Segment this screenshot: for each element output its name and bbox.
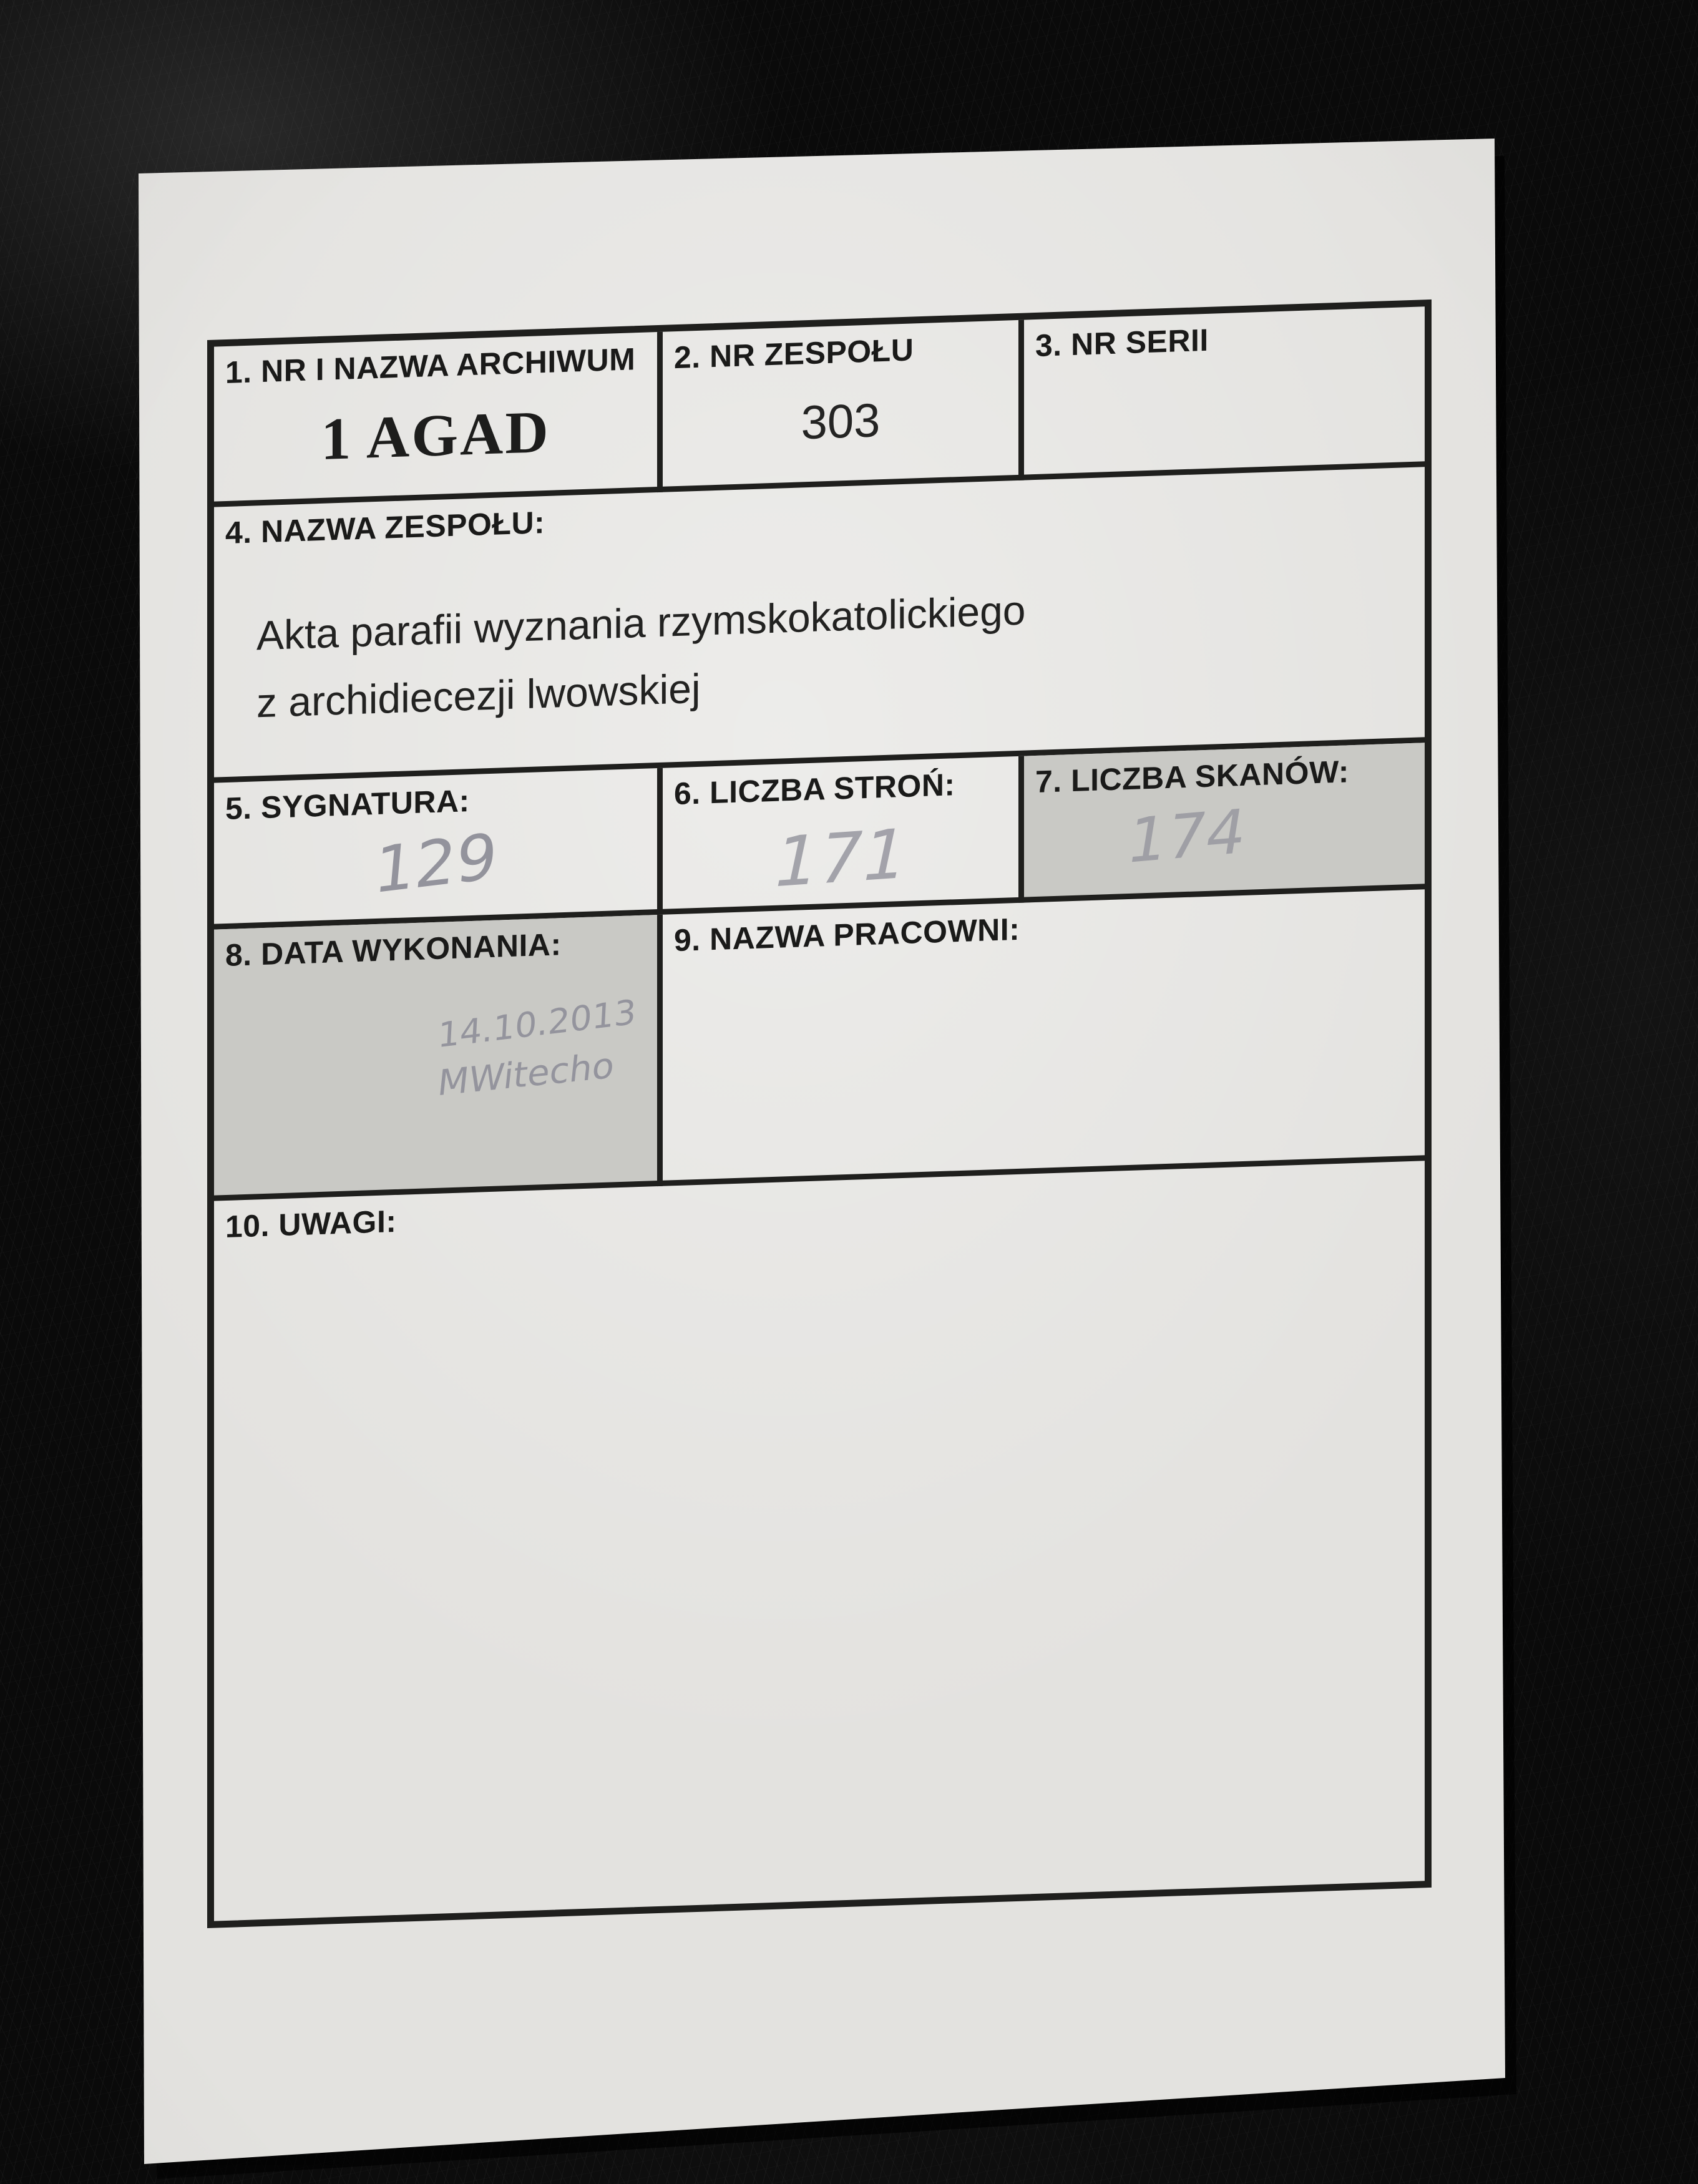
field-scan-count-label: 7. LICZBA SKANÓW: xyxy=(1035,754,1349,799)
field-page-count xyxy=(663,756,1024,915)
field-scan-date-label: 8. DATA WYKONANIA: xyxy=(225,927,562,973)
field-archive xyxy=(214,332,663,507)
archival-form-table xyxy=(207,300,1432,1928)
fonds-name-line-2: z archidiecezji lwowskiej xyxy=(256,665,701,726)
field-archive-label: 1. NR I NAZWA ARCHIWUM xyxy=(225,341,636,391)
handwritten-date-block xyxy=(214,958,657,1106)
handwritten-page-count: 171 xyxy=(766,813,915,903)
field-signature-label: 5. SYGNATURA: xyxy=(225,783,470,827)
field-workshop-label: 9. NAZWA PRACOWNI: xyxy=(674,911,1020,958)
field-fonds-number-label: 2. NR ZESPOŁU xyxy=(674,332,914,376)
handwritten-operator-signature: MWitecho xyxy=(436,1045,617,1104)
fonds-name-line-1: Akta parafii wyznania rzymskokatolickiego xyxy=(256,587,1026,659)
field-remarks-label: 10. UWAGI: xyxy=(225,1203,397,1245)
field-archive-value: 1 AGAD xyxy=(321,397,550,472)
field-fonds-number xyxy=(663,320,1024,492)
field-workshop xyxy=(663,889,1425,1186)
handwritten-date: 14.10.2013 xyxy=(436,992,637,1056)
field-signature xyxy=(214,768,663,930)
field-series-number-label: 3. NR SERII xyxy=(1035,322,1209,363)
field-fonds-number-value: 303 xyxy=(801,394,881,450)
field-series-number xyxy=(1024,306,1425,480)
field-page-count-label: 6. LICZBA STROŃ: xyxy=(674,767,955,812)
field-fonds-name-label: 4. NAZWA ZESPOŁU: xyxy=(225,505,545,551)
field-scan-date xyxy=(214,915,663,1201)
field-scan-count xyxy=(1024,743,1425,902)
handwritten-scan-count: 174 xyxy=(1121,796,1251,878)
handwritten-signature-number: 129 xyxy=(371,819,500,909)
field-fonds-name xyxy=(214,467,1425,782)
field-fonds-name-value xyxy=(214,510,1425,738)
field-remarks xyxy=(214,1161,1425,1921)
